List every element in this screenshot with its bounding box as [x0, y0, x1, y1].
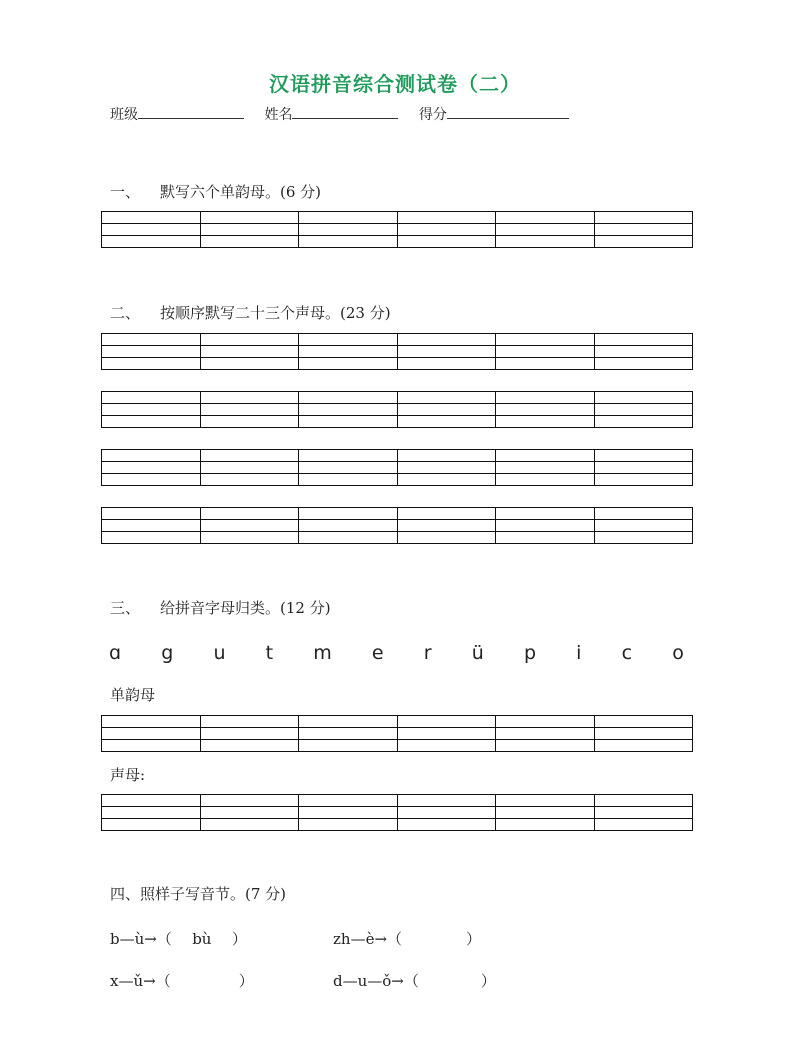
section-text: 给拼音字母归类。(12 分): [160, 599, 331, 617]
grid-cell[interactable]: [102, 334, 201, 369]
grid-cell[interactable]: [398, 334, 497, 369]
writing-grid-initials-4[interactable]: [101, 507, 693, 544]
score-blank-line[interactable]: [447, 104, 569, 119]
exercise-syllable-2: [110, 970, 254, 991]
grid-cell[interactable]: [201, 392, 300, 427]
closing-paren: ）: [238, 972, 254, 990]
writing-grid-initials-1[interactable]: [101, 333, 693, 370]
grid-cell[interactable]: [398, 450, 497, 485]
grid-cell[interactable]: [299, 716, 398, 751]
grid-cell[interactable]: [201, 450, 300, 485]
closing-paren: ）: [231, 930, 247, 948]
section-number: 二、: [110, 304, 141, 322]
grid-cell[interactable]: [595, 392, 694, 427]
closing-paren: ）: [466, 930, 482, 948]
syllable-parts: x—ǔ→（: [110, 972, 171, 990]
class-field: [110, 104, 244, 124]
pinyin-letter: u: [213, 642, 226, 664]
pinyin-letter: i: [576, 642, 582, 664]
grid-cell[interactable]: [299, 392, 398, 427]
class-blank-line[interactable]: [138, 104, 244, 119]
name-blank-line[interactable]: [292, 104, 398, 119]
grid-cell[interactable]: [102, 716, 201, 751]
grid-cell[interactable]: [299, 508, 398, 543]
writing-grid-single-finals-1[interactable]: [101, 211, 693, 248]
pinyin-letter: p: [523, 642, 537, 664]
pinyin-letter: o: [672, 642, 684, 664]
grid-cell[interactable]: [595, 334, 694, 369]
grid-cell[interactable]: [398, 212, 497, 247]
pinyin-letter: c: [621, 642, 633, 664]
pinyin-letter: t: [265, 642, 274, 664]
section-number: 一、: [110, 183, 141, 201]
section-2-heading: [110, 302, 391, 323]
page-title: 汉语拼音综合测试卷（二）: [269, 72, 521, 96]
grid-cell[interactable]: [496, 795, 595, 830]
grid-cell[interactable]: [496, 716, 595, 751]
grid-cell[interactable]: [398, 392, 497, 427]
grid-cell[interactable]: [102, 795, 201, 830]
name-label: 姓名: [264, 107, 293, 123]
grid-cell[interactable]: [496, 212, 595, 247]
grid-cell[interactable]: [398, 508, 497, 543]
pinyin-letters-row: [101, 642, 692, 664]
grid-cell[interactable]: [299, 212, 398, 247]
syllable-parts: d—u—ǒ→（: [333, 972, 419, 990]
grid-cell[interactable]: [201, 212, 300, 247]
pinyin-letter: ɑ: [109, 642, 122, 664]
grid-cell[interactable]: [595, 716, 694, 751]
writing-grid-category-initials[interactable]: [101, 794, 693, 831]
grid-cell[interactable]: [398, 716, 497, 751]
section-number: 四、: [110, 885, 141, 903]
grid-cell[interactable]: [201, 508, 300, 543]
pinyin-letter: g: [161, 642, 174, 664]
grid-cell[interactable]: [496, 334, 595, 369]
single-finals-label: 单韵母: [110, 686, 156, 704]
section-3-heading: [110, 597, 331, 618]
grid-cell[interactable]: [102, 392, 201, 427]
grid-cell[interactable]: [398, 795, 497, 830]
grid-cell[interactable]: [595, 508, 694, 543]
grid-cell[interactable]: [299, 795, 398, 830]
grid-cell[interactable]: [595, 212, 694, 247]
grid-cell[interactable]: [201, 716, 300, 751]
closing-paren: ）: [480, 972, 496, 990]
section-text: 照样子写音节。(7 分): [140, 885, 287, 903]
grid-cell[interactable]: [299, 334, 398, 369]
section-text: 按顺序默写二十三个声母。(23 分): [160, 304, 391, 322]
grid-cell[interactable]: [201, 795, 300, 830]
score-label: 得分: [418, 107, 447, 123]
grid-cell[interactable]: [201, 334, 300, 369]
grid-cell[interactable]: [496, 392, 595, 427]
pinyin-letter: ü: [471, 642, 484, 664]
writing-grid-category-finals[interactable]: [101, 715, 693, 752]
grid-cell[interactable]: [102, 212, 201, 247]
syllable-parts: zh—è→（: [333, 930, 403, 948]
pinyin-letter: e: [371, 642, 384, 664]
grid-cell[interactable]: [496, 450, 595, 485]
exercise-syllable-1: [333, 928, 481, 949]
syllable-parts: b—ù→（: [110, 930, 172, 948]
class-label: 班级: [110, 107, 138, 123]
pinyin-letter: m: [313, 642, 332, 664]
grid-cell[interactable]: [102, 508, 201, 543]
exercise-syllable-3: [333, 970, 496, 991]
name-field: [264, 104, 398, 124]
syllable-answer: bù: [192, 930, 212, 948]
student-info-row: [110, 104, 585, 124]
score-field: [419, 104, 569, 124]
grid-cell[interactable]: [102, 450, 201, 485]
section-4-heading: [110, 883, 286, 904]
example-syllable-1: [110, 928, 247, 949]
initials-label: 声母:: [110, 766, 146, 784]
section-text: 默写六个单韵母。(6 分): [160, 183, 322, 201]
writing-grid-initials-2[interactable]: [101, 391, 693, 428]
grid-cell[interactable]: [299, 450, 398, 485]
section-number: 三、: [110, 599, 141, 617]
grid-cell[interactable]: [496, 508, 595, 543]
pinyin-letter: r: [423, 642, 432, 664]
writing-grid-initials-3[interactable]: [101, 449, 693, 486]
grid-cell[interactable]: [595, 795, 694, 830]
section-1-heading: [110, 181, 321, 202]
grid-cell[interactable]: [595, 450, 694, 485]
